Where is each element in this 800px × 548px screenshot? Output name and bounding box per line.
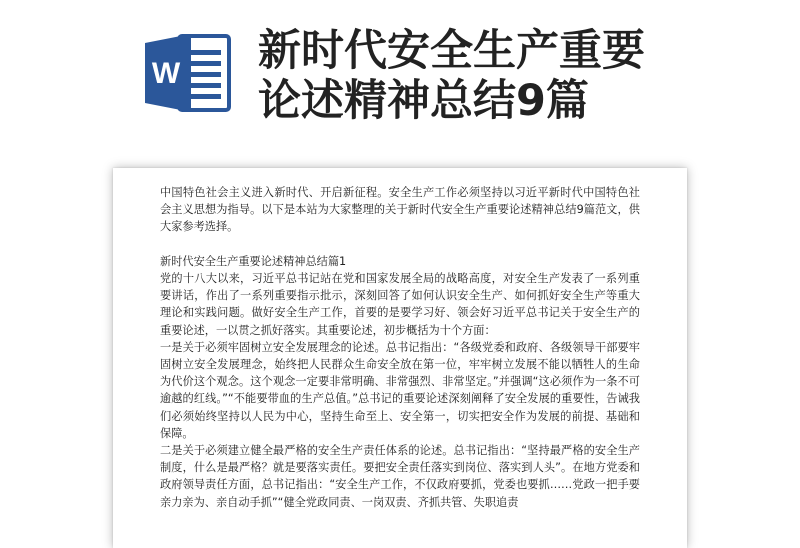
title-line-1: 新时代安全生产重要 [258, 26, 645, 76]
header [0, 0, 800, 170]
page-title [258, 26, 778, 126]
body-paragraph-3: 二是关于必须建立健全最严格的安全生产责任体系的论述。总书记指出：“坚持最严格的安全生产制度，什么是最严格？就是要落实责任。要把安全责任落实到岗位、落实到人头”。在地方党委和政府领导责任方面，总书记指出：“安全生产工作，不仅政府要抓，党委也要抓……党政一把手要亲力亲为、亲自动手抓”“健全党政同责、一岗双责、齐抓共管、失职追责 [160, 444, 640, 509]
document-content [160, 184, 640, 511]
title-line-2: 论述精神总结9篇 [258, 76, 589, 126]
section-title: 新时代安全生产重要论述精神总结篇1 [160, 254, 347, 268]
word-icon-letter: W [151, 57, 181, 90]
document-page [113, 168, 687, 548]
body-paragraph-2: 一是关于必须牢固树立安全发展理念的论述。总书记指出：“各级党委和政府、各级领导干部要牢固树立安全发展理念，始终把人民群众生命安全放在第一位，牢牢树立发展不能以牺牲人的生命为代价这个观念。这个观念一定要非常明确、非常强烈、非常坚定。”并强调“这必须作为一条不可逾越的红线。”“不能要带血的生产总值。”总书记的重要论述深刻阐释了安全发展的重要性，告诫我们必须始终坚持以人民为中心，坚持生命至上、安全第一，切实把安全作为发展的前提、基础和保障。 [160, 340, 640, 440]
intro-paragraph: 中国特色社会主义进入新时代、开启新征程。安全生产工作必须坚持以习近平新时代中国特色社会主义思想为指导。以下是本站为大家整理的关于新时代安全生产重要论述精神总结9篇范文，供大家参考选择。 [160, 186, 640, 234]
paragraph-spacer [160, 236, 640, 253]
body-paragraph-1: 党的十八大以来，习近平总书记站在党和国家发展全局的战略高度，对安全生产发表了一系列重要讲话，作出了一系列重要指示批示，深刻回答了如何认识安全生产、如何抓好安全生产等重大理论和实践问题。做好安全生产工作，首要的是要学习好、领会好习近平总书记关于安全生产的重要论述，一以贯之抓好落实。其重要论述，初步概括为十个方面： [160, 272, 640, 337]
word-document-icon [143, 30, 233, 116]
